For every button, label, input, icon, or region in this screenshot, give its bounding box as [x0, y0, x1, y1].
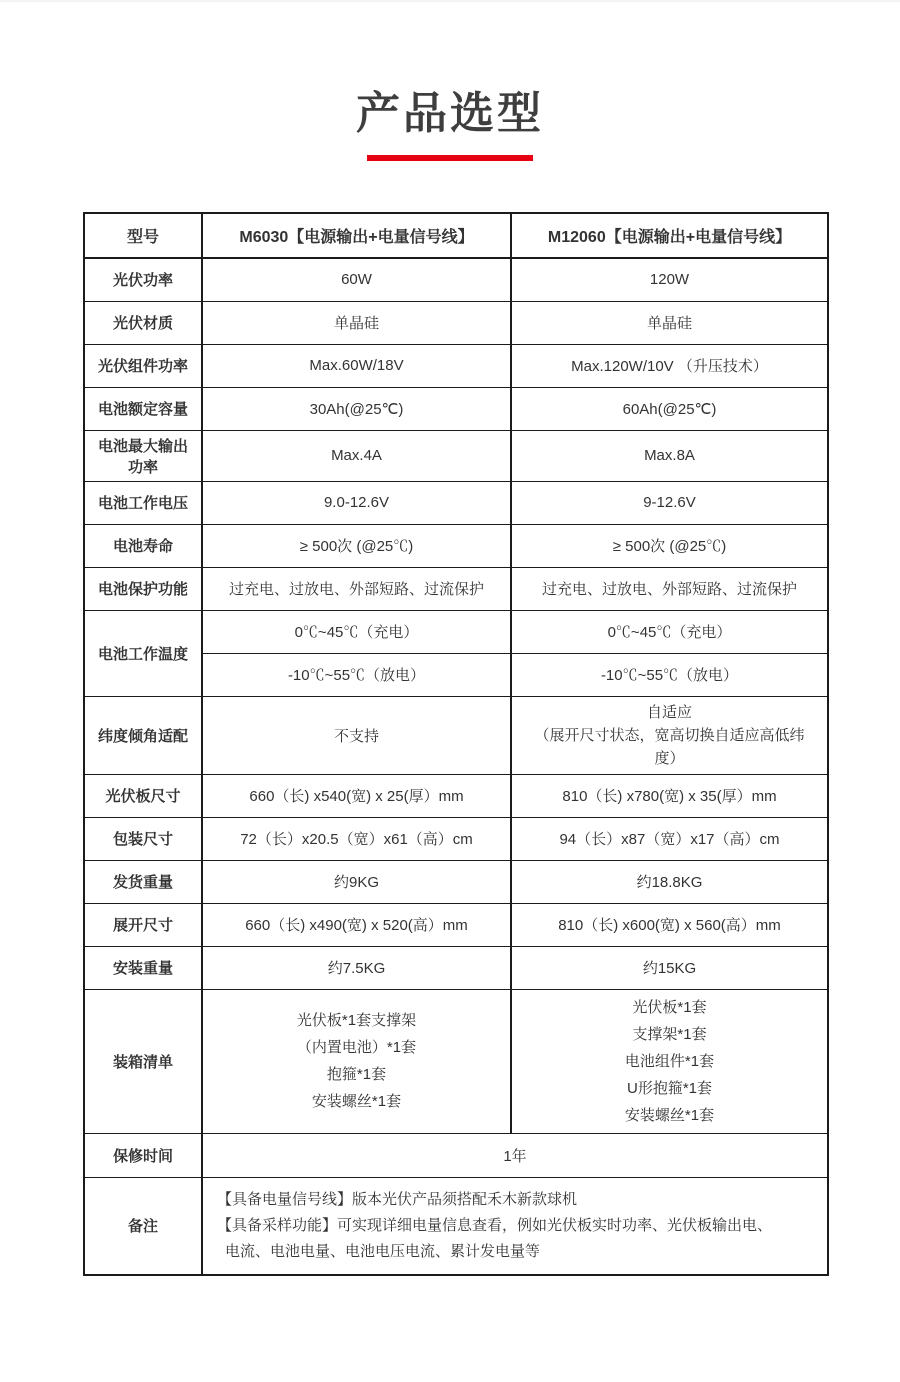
table-row-packing-list: [84, 989, 828, 1133]
pv-panel-size-m6030: 660（长) x540(宽) x 25(厚）mm: [202, 774, 511, 817]
battery-temp-charge-m12060: 0℃~45℃（充电）: [511, 610, 828, 653]
latitude-adapt-m12060-line1: 自适应: [646, 703, 692, 721]
table-row-battery-capacity: [84, 387, 828, 430]
latitude-adapt-m12060: [511, 696, 828, 774]
latitude-adapt-m6030: 不支持: [202, 696, 511, 774]
table-row-pv-panel-size: [84, 774, 828, 817]
pv-power-m6030: 60W: [202, 258, 511, 301]
pv-power-m12060: 120W: [511, 258, 828, 301]
remark-text: [202, 1177, 828, 1275]
battery-max-output-m6030: Max.4A: [202, 430, 511, 481]
battery-life-label: 电池寿命: [84, 524, 202, 567]
packing-list-m12060-line: 支撑架*1套: [632, 1025, 707, 1043]
pv-material-m6030: 单晶硅: [202, 301, 511, 344]
pv-module-power-m6030: Max.60W/18V: [202, 344, 511, 387]
table-row-latitude-adapt: [84, 696, 828, 774]
title-underline: [367, 155, 533, 161]
unfolded-size-m6030: 660（长) x490(宽) x 520(高）mm: [202, 903, 511, 946]
warranty-label: 保修时间: [84, 1133, 202, 1177]
battery-protection-label: 电池保护功能: [84, 567, 202, 610]
latitude-adapt-m12060-line2: （展开尺寸状态，宽高切换自适应高低纬度）: [534, 726, 805, 767]
battery-temp-charge-m6030: 0℃~45℃（充电）: [202, 610, 511, 653]
package-size-m6030: 72（长）x20.5（宽）x61（高）cm: [202, 817, 511, 860]
pv-module-power-label: 光伏组件功率: [84, 344, 202, 387]
remark-line: 电流、电池电量、电池电压电流、累计发电量等: [225, 1242, 541, 1260]
unfolded-size-label: 展开尺寸: [84, 903, 202, 946]
packing-list-m6030-line: 安装螺丝*1套: [311, 1093, 402, 1110]
battery-capacity-m12060: 60Ah(@25℃): [511, 387, 828, 430]
battery-life-m6030: ≥ 500次 (@25℃): [202, 524, 511, 567]
packing-list-m12060-line: 电池组件*1套: [624, 1052, 715, 1070]
battery-temp-discharge-m6030: -10℃~55℃（放电）: [202, 653, 511, 696]
table-row-warranty: [84, 1133, 828, 1177]
table-row-remark: [84, 1177, 828, 1275]
packing-list-m6030-line: 光伏板*1套支撑架: [296, 1012, 417, 1029]
battery-protection-m12060: 过充电、过放电、外部短路、过流保护: [511, 567, 828, 610]
install-weight-label: 安装重量: [84, 946, 202, 989]
remark-line: 【具备采样功能】可实现详细电量信息查看，例如光伏板实时功率、光伏板输出电、: [217, 1216, 773, 1234]
table-row-battery-life: [84, 524, 828, 567]
packing-list-label: 装箱清单: [84, 989, 202, 1133]
battery-temp-label: 电池工作温度: [84, 610, 202, 696]
battery-life-m12060: ≥ 500次 (@25℃): [511, 524, 828, 567]
battery-max-output-label: 电池最大输出功率: [84, 430, 202, 481]
remark-line: 【具备电量信号线】版本光伏产品须搭配禾木新款球机: [217, 1190, 578, 1208]
model-m6030-header: M6030【电源输出+电量信号线】: [202, 213, 511, 258]
table-row-pv-module-power: [84, 344, 828, 387]
table-row-pv-power: [84, 258, 828, 301]
pv-material-m12060: 单晶硅: [511, 301, 828, 344]
table-row-shipping-weight: [84, 860, 828, 903]
product-spec-table: [83, 212, 829, 1276]
packing-list-m12060: [511, 989, 828, 1133]
battery-temp-discharge-m12060: -10℃~55℃（放电）: [511, 653, 828, 696]
table-row-battery-protection: [84, 567, 828, 610]
unfolded-size-m12060: 810（长) x600(宽) x 560(高）mm: [511, 903, 828, 946]
pv-panel-size-m12060: 810（长) x780(宽) x 35(厚）mm: [511, 774, 828, 817]
table-row-unfolded-size: [84, 903, 828, 946]
table-row-package-size: [84, 817, 828, 860]
table-row-battery-max-output: [84, 430, 828, 481]
battery-voltage-label: 电池工作电压: [84, 481, 202, 524]
package-size-m12060: 94（长）x87（宽）x17（高）cm: [511, 817, 828, 860]
latitude-adapt-label: 纬度倾角适配: [84, 696, 202, 774]
model-header-label: 型号: [84, 213, 202, 258]
install-weight-m12060: 约15KG: [511, 946, 828, 989]
battery-voltage-m6030: 9.0-12.6V: [202, 481, 511, 524]
install-weight-m6030: 约7.5KG: [202, 946, 511, 989]
packing-list-m12060-line: U形抱箍*1套: [626, 1079, 712, 1097]
table-row-header: [84, 213, 828, 258]
battery-voltage-m12060: 9-12.6V: [511, 481, 828, 524]
packing-list-m6030: [202, 989, 511, 1133]
warranty-value: 1年: [202, 1133, 828, 1177]
table-row-install-weight: [84, 946, 828, 989]
battery-protection-m6030: 过充电、过放电、外部短路、过流保护: [202, 567, 511, 610]
table-row-pv-material: [84, 301, 828, 344]
shipping-weight-m12060: 约18.8KG: [511, 860, 828, 903]
table-row-battery-voltage: [84, 481, 828, 524]
shipping-weight-m6030: 约9KG: [202, 860, 511, 903]
packing-list-m6030-line: （内置电池）*1套: [296, 1039, 417, 1056]
pv-power-label: 光伏功率: [84, 258, 202, 301]
battery-capacity-m6030: 30Ah(@25℃): [202, 387, 511, 430]
table-row-battery-temp-charge: [84, 610, 828, 653]
pv-material-label: 光伏材质: [84, 301, 202, 344]
packing-list-m6030-line: 抱箍*1套: [326, 1066, 387, 1083]
battery-max-output-m12060: Max.8A: [511, 430, 828, 481]
model-m12060-header: M12060【电源输出+电量信号线】: [511, 213, 828, 258]
pv-panel-size-label: 光伏板尺寸: [84, 774, 202, 817]
packing-list-m12060-line: 安装螺丝*1套: [624, 1106, 715, 1124]
shipping-weight-label: 发货重量: [84, 860, 202, 903]
package-size-label: 包装尺寸: [84, 817, 202, 860]
remark-label: 备注: [84, 1177, 202, 1275]
battery-capacity-label: 电池额定容量: [84, 387, 202, 430]
page-title: 产品选型: [356, 89, 544, 138]
pv-module-power-m12060: Max.120W/10V （升压技术）: [511, 344, 828, 387]
packing-list-m12060-line: 光伏板*1套: [632, 998, 707, 1016]
